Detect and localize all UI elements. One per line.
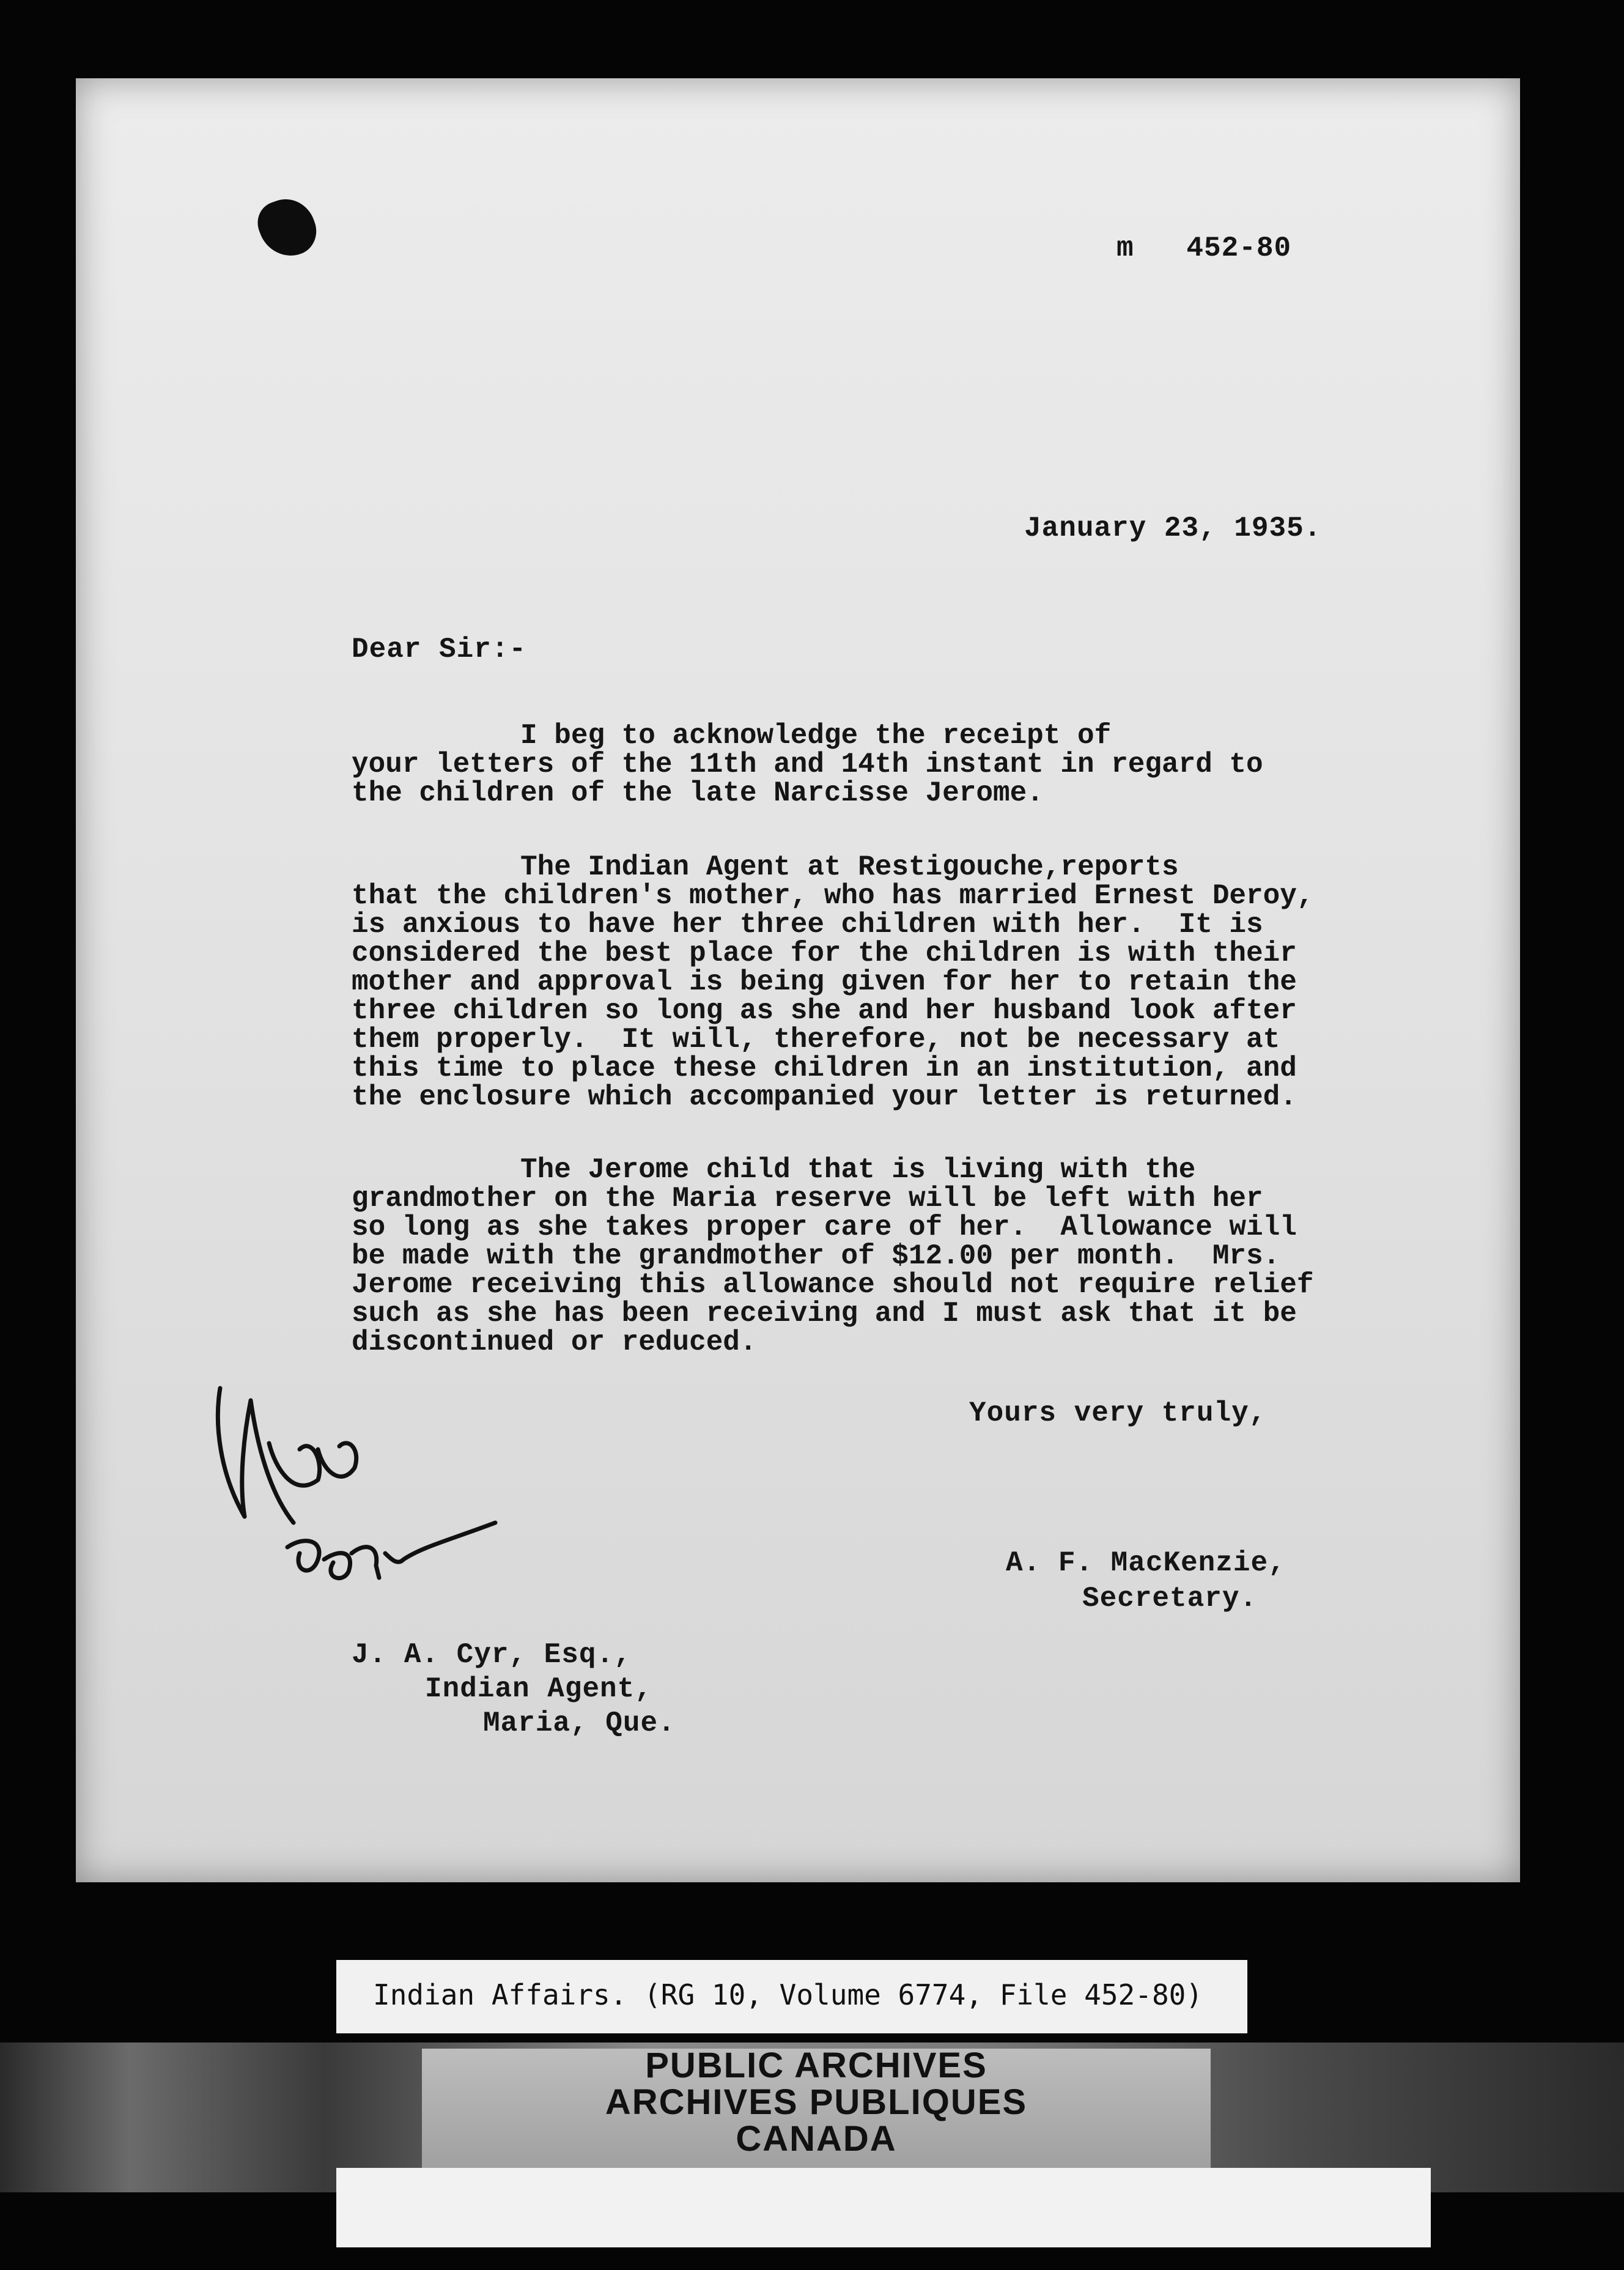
text-line: three children so long as she and her husband look after (352, 995, 1297, 1027)
signature-name: A. F. MacKenzie, (1006, 1547, 1286, 1579)
salutation: Dear Sir:- (352, 634, 527, 665)
bottom-label-strip (336, 2168, 1431, 2247)
text-line: The Indian Agent at Restigouche,reports (352, 851, 1179, 883)
letter-date: January 23, 1935. (1024, 512, 1322, 544)
paragraph-agent-report (352, 853, 1403, 1112)
closing: Yours very truly, (969, 1397, 1267, 1429)
addressee-line: Indian Agent, (425, 1673, 652, 1705)
text-line: such as she has been receiving and I must ask that it be (352, 1298, 1297, 1329)
text-line: considered the best place for the children is with their (352, 937, 1297, 969)
paragraph-allowance (352, 1156, 1403, 1357)
text-line: this time to place these children in an institution, and (352, 1052, 1297, 1084)
text-line: the children of the late Narcisse Jerome. (352, 777, 1044, 809)
stamp-line: ARCHIVES PUBLIQUES (605, 2082, 1028, 2122)
stamp-line: PUBLIC ARCHIVES (645, 2046, 987, 2085)
text-line: them properly. It will, therefore, not be necessary at (352, 1024, 1280, 1056)
addressee-line: J. A. Cyr, Esq., (352, 1639, 632, 1671)
text-line: The Jerome child that is living with the (352, 1154, 1196, 1186)
text-line: your letters of the 11th and 14th instant in regard to (352, 749, 1263, 780)
handwritten-initials (202, 1376, 569, 1657)
text-line: Jerome receiving this allowance should not require relief (352, 1269, 1314, 1301)
signature-title: Secretary. (1082, 1583, 1258, 1614)
paragraph-acknowledgement (352, 722, 1403, 808)
archive-caption: Indian Affairs. (RG 10, Volume 6774, File 452-80) (373, 1978, 1203, 2011)
text-line: I beg to acknowledge the receipt of (352, 720, 1112, 752)
text-line: the enclosure which accompanied your letter is returned. (352, 1081, 1297, 1113)
archive-caption-strip (336, 1960, 1247, 2033)
text-line: mother and approval is being given for her to retain the (352, 966, 1297, 998)
text-line: is anxious to have her three children with her. It is (352, 909, 1263, 941)
addressee-line: Maria, Que. (483, 1707, 676, 1739)
text-line: so long as she takes proper care of her. Allowance will (352, 1211, 1297, 1243)
stamp-line: CANADA (736, 2119, 897, 2159)
file-number: m 452-80 (1116, 232, 1292, 264)
text-line: grandmother on the Maria reserve will be left with her (352, 1183, 1263, 1214)
text-line: that the children's mother, who has married Ernest Deroy, (352, 880, 1314, 912)
text-line: be made with the grandmother of $12.00 per month. Mrs. (352, 1240, 1280, 1272)
text-line: discontinued or reduced. (352, 1326, 757, 1358)
